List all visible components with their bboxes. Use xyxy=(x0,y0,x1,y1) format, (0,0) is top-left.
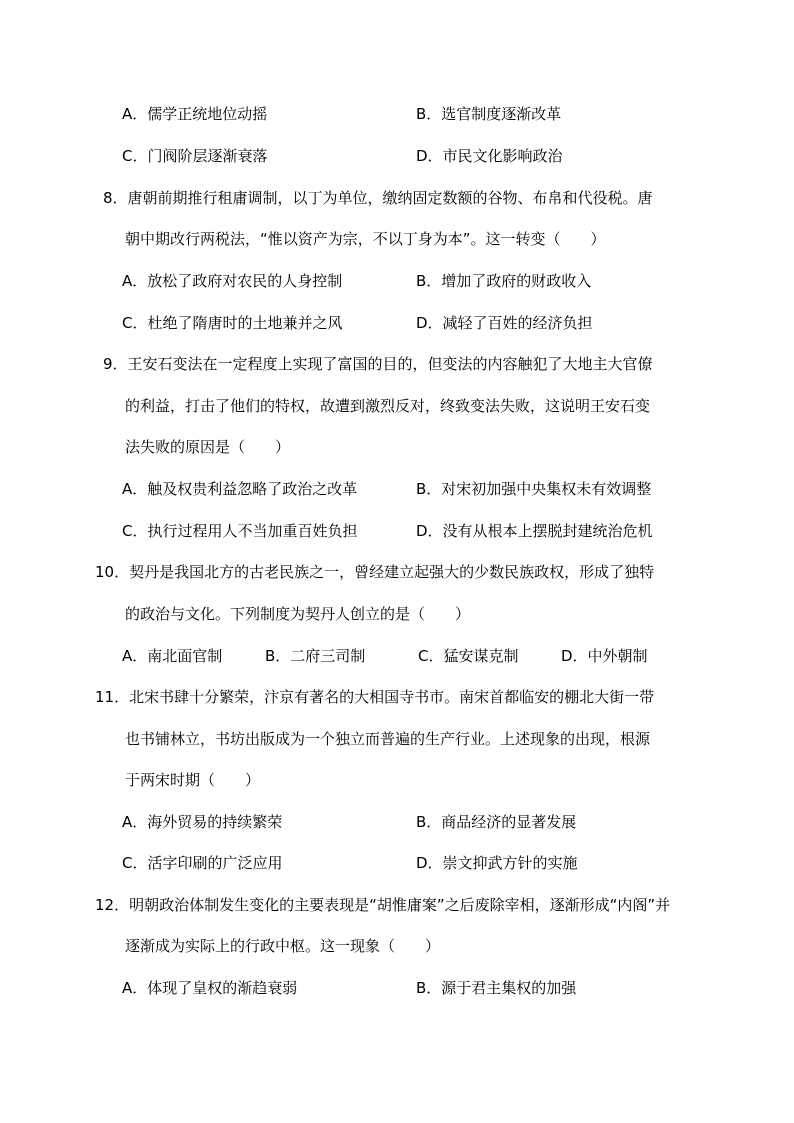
q7-option-a: A．儒学正统地位动摇 xyxy=(122,105,268,123)
q9-stem-line-3: 法失败的原因是（ ） xyxy=(125,438,291,456)
q9-option-d: D．没有从根本上摆脱封建统治危机 xyxy=(416,522,653,540)
q12-option-b: B．源于君主集权的加强 xyxy=(416,979,577,997)
q8-option-b: B．增加了政府的财政收入 xyxy=(416,272,592,290)
q9-option-c: C．执行过程用人不当加重百姓负担 xyxy=(122,522,358,540)
q10-option-a: A．南北面官制 xyxy=(122,647,223,665)
q11-stem-line-2: 也书铺林立，书坊出版成为一个独立而普遍的生产行业。上述现象的出现，根源 xyxy=(125,730,651,748)
q8-stem-line-1: 8．唐朝前期推行租庸调制，以丁为单位，缴纳固定数额的谷物、布帛和代役税。唐 xyxy=(103,189,653,207)
q11-option-d: D．崇文抑武方针的实施 xyxy=(416,854,578,872)
q11-option-c: C．活字印刷的广泛应用 xyxy=(122,854,283,872)
q11-option-a: A．海外贸易的持续繁荣 xyxy=(122,813,283,831)
q8-option-c: C．杜绝了隋唐时的土地兼并之风 xyxy=(122,314,343,332)
q7-option-b: B．选官制度逐渐改革 xyxy=(416,105,562,123)
q10-stem-line-1: 10．契丹是我国北方的古老民族之一，曾经建立起强大的少数民族政权，形成了独特 xyxy=(95,563,655,581)
q9-stem-line-2: 的利益，打击了他们的特权，故遭到激烈反对，终致变法失败，这说明王安石变 xyxy=(125,397,651,415)
q7-option-d: D．市民文化影响政治 xyxy=(416,147,563,165)
q8-stem-line-2: 朝中期改行两税法，“惟以资产为宗，不以丁身为本”。这一转变（ ） xyxy=(125,230,606,248)
q7-option-c: C．门阀阶层逐渐衰落 xyxy=(122,147,268,165)
q8-option-d: D．减轻了百姓的经济负担 xyxy=(416,314,593,332)
q10-option-c: C．猛安谋克制 xyxy=(418,647,519,665)
q11-stem-line-3: 于两宋时期（ ） xyxy=(125,771,261,789)
q9-option-b: B．对宋初加强中央集权未有效调整 xyxy=(416,480,652,498)
q12-stem-line-2: 逐渐成为实际上的行政中枢。这一现象（ ） xyxy=(125,937,441,955)
q10-option-d: D．中外朝制 xyxy=(561,647,648,665)
q11-stem-line-1: 11．北宋书肆十分繁荣，汴京有著名的大相国寺书市。南宋首都临安的棚北大街一带 xyxy=(95,688,655,706)
q8-option-a: A．放松了政府对农民的人身控制 xyxy=(122,272,343,290)
q12-option-a: A．体现了皇权的渐趋衰弱 xyxy=(122,979,298,997)
q12-stem-line-1: 12．明朝政治体制发生变化的主要表现是“胡惟庸案”之后废除宰相，逐渐形成“内阁”并 xyxy=(95,896,671,914)
q11-option-b: B．商品经济的显著发展 xyxy=(416,813,577,831)
q9-option-a: A．触及权贵利益忽略了政治之改革 xyxy=(122,480,358,498)
q10-option-b: B．二府三司制 xyxy=(265,647,366,665)
q10-stem-line-2: 的政治与文化。下列制度为契丹人创立的是（ ） xyxy=(125,605,471,623)
q9-stem-line-1: 9．王安石变法在一定程度上实现了富国的目的，但变法的内容触犯了大地主大官僚 xyxy=(103,355,653,373)
